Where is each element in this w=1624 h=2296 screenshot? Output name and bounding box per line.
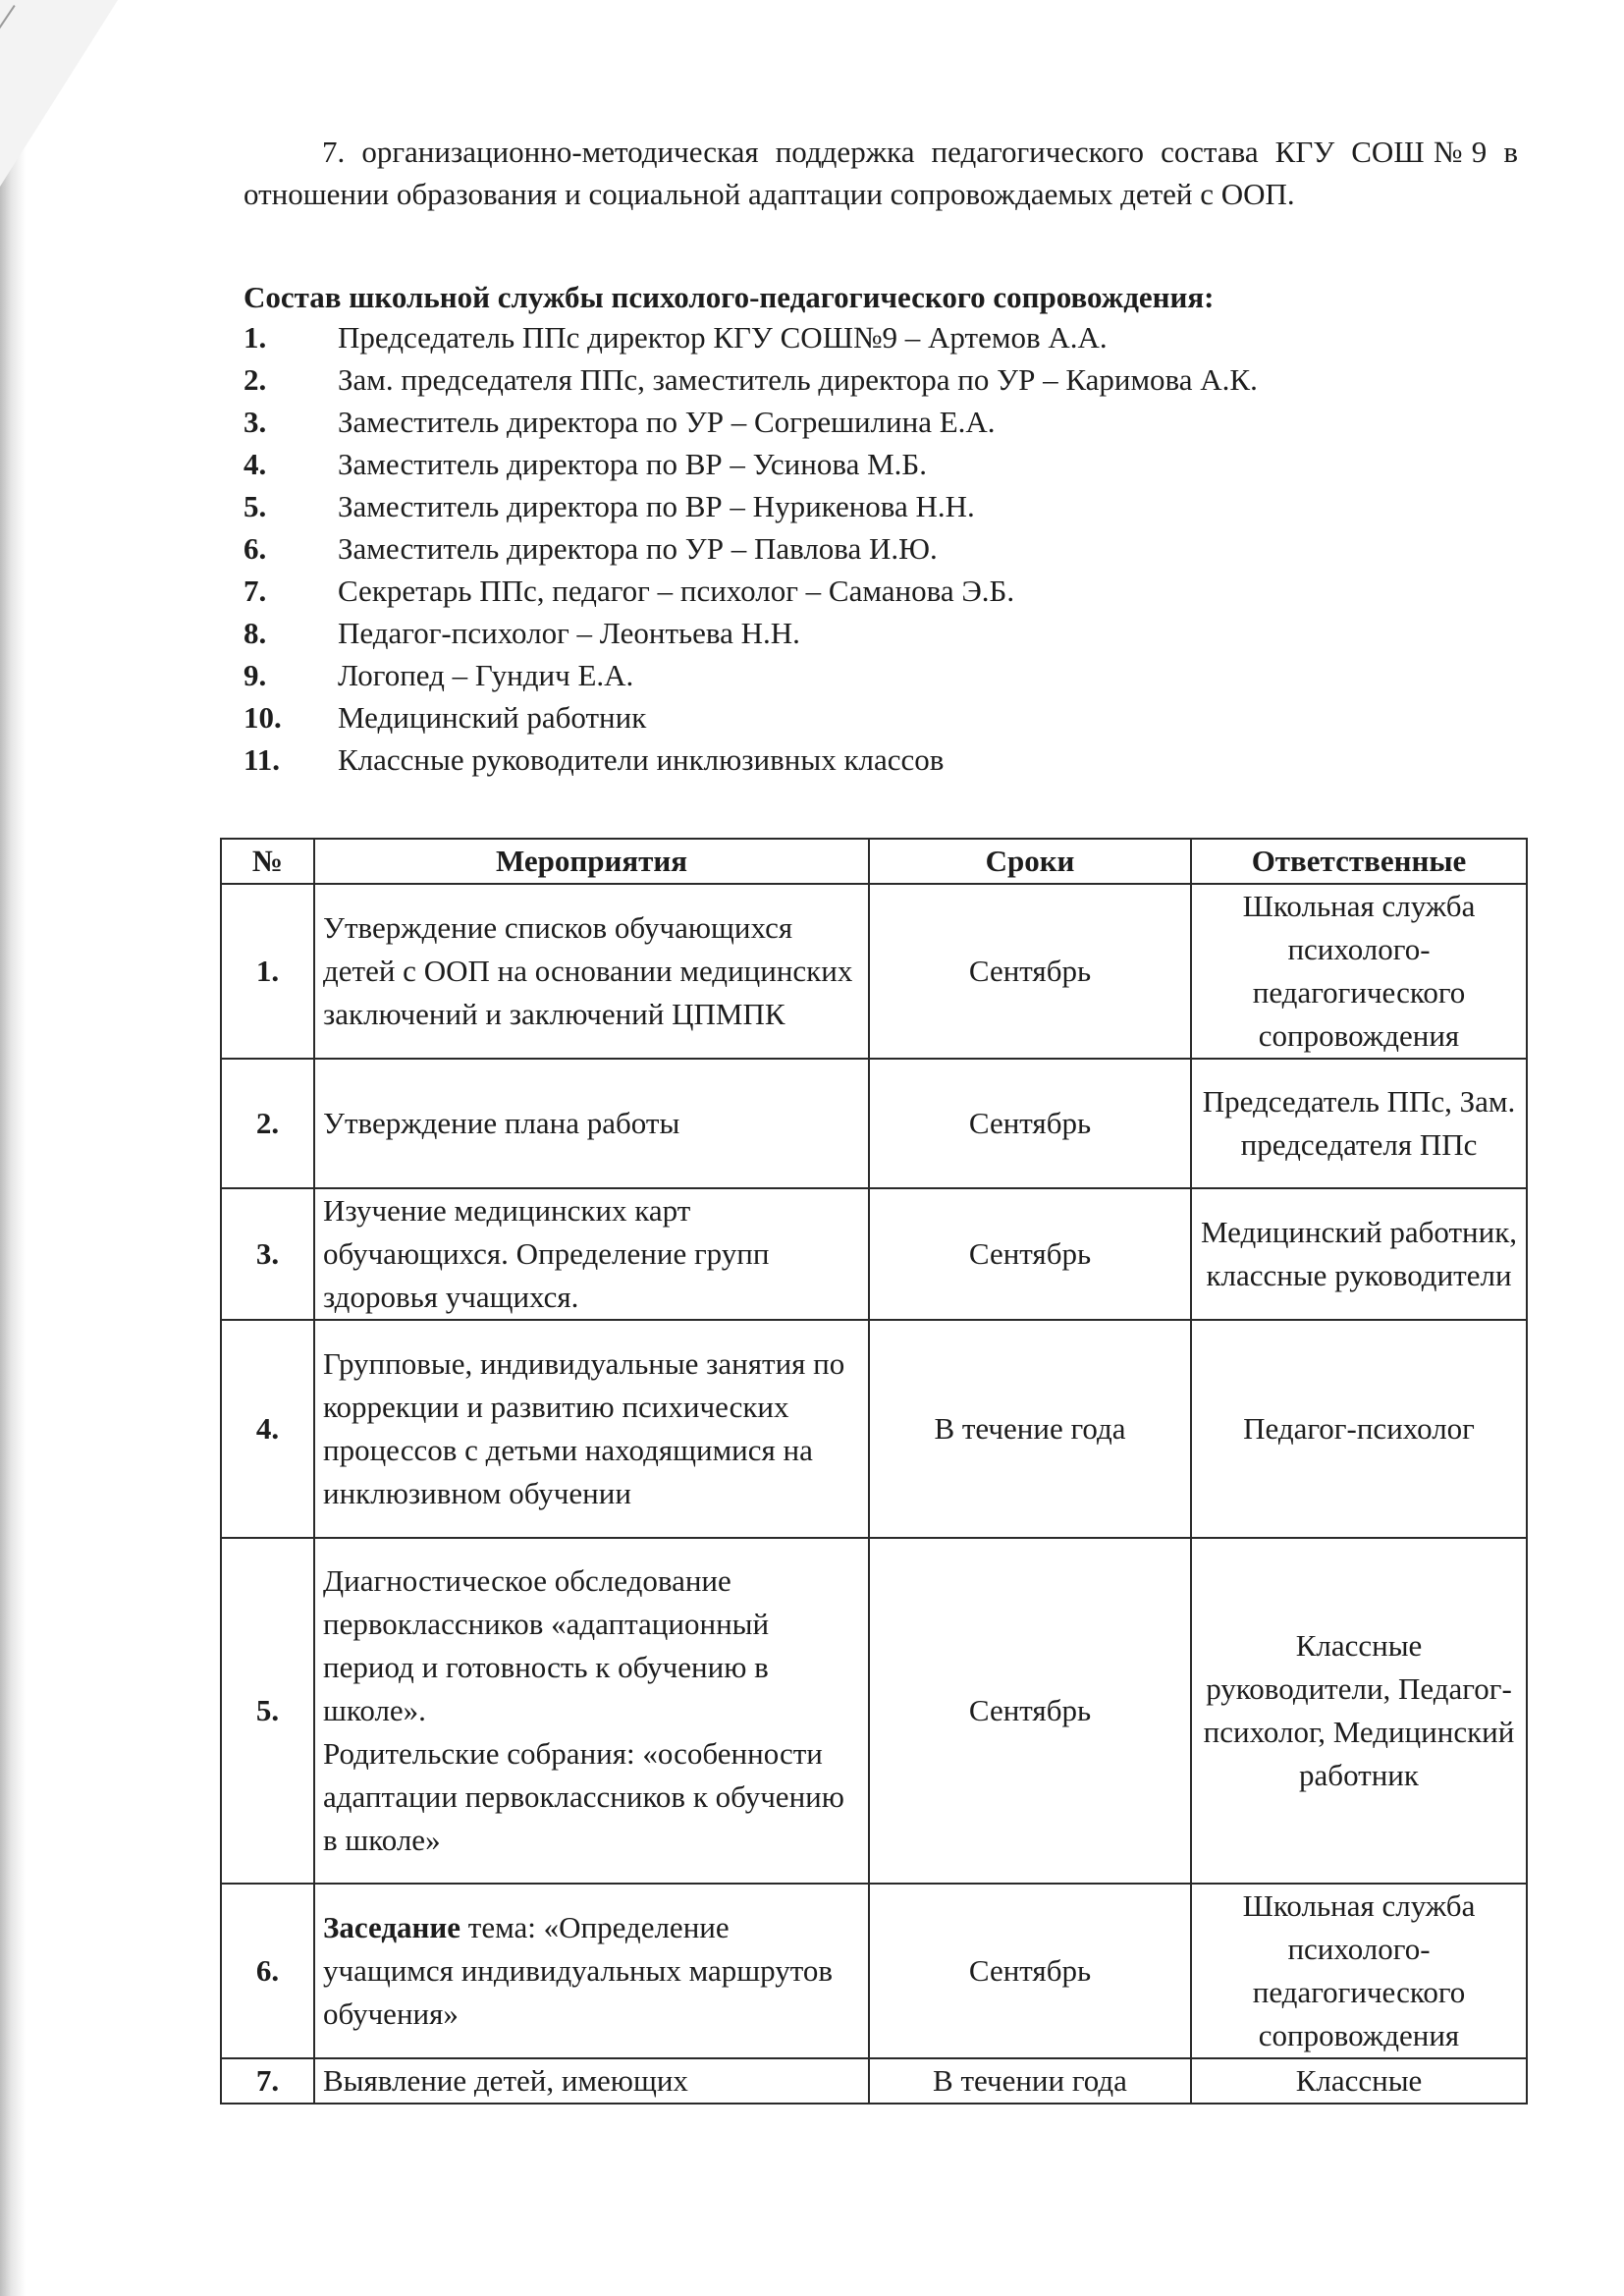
list-item (244, 485, 1518, 527)
row-responsible: Председатель ППс, Зам. председателя ППс (1191, 1059, 1527, 1188)
row-term: Сентябрь (869, 1188, 1191, 1320)
row-responsible: Классные руководители, Педагог-психолог, Медицинский работник (1191, 1538, 1527, 1884)
row-event: Утверждение списков обучающихся детей с ООП на основании медицинских заключений и заключений ЦПМПК (314, 884, 869, 1059)
list-item-number: 5. (244, 488, 267, 523)
row-event: Выявление детей, имеющих (314, 2058, 869, 2104)
row-responsible: Педагог-психолог (1191, 1320, 1527, 1538)
row-term: Сентябрь (869, 1884, 1191, 2058)
table-row (221, 1884, 1527, 2058)
table-row (221, 1320, 1527, 1538)
list-item-number: 11. (244, 741, 281, 777)
list-item (244, 316, 1518, 358)
list-item-text: Логопед – Гундич Е.А. (338, 657, 634, 692)
list-item-number: 3. (244, 404, 267, 439)
list-item (244, 738, 1518, 781)
list-item (244, 401, 1518, 443)
row-term: Сентябрь (869, 884, 1191, 1059)
list-item-text: Заместитель директора по УР – Павлова И.Ю. (338, 530, 938, 566)
list-item (244, 696, 1518, 738)
row-term: Сентябрь (869, 1059, 1191, 1188)
scan-corner-fold (0, 0, 118, 187)
list-item-number: 4. (244, 446, 267, 481)
table-row (221, 2058, 1527, 2104)
list-item-number: 1. (244, 319, 267, 355)
scan-page-edge (0, 0, 26, 2296)
activity-plan-table (220, 838, 1528, 2105)
member-list (244, 316, 1518, 781)
list-item-text: Зам. председателя ППс, заместитель директора по УР – Каримова А.К. (338, 361, 1258, 397)
row-number: 6. (221, 1884, 314, 2058)
row-term: Сентябрь (869, 1538, 1191, 1884)
list-item (244, 527, 1518, 570)
row-event-diagnostics: Диагностическое обследование первоклассников «адаптационный период и готовность к обучению в школе». (323, 1563, 770, 1727)
row-event: Утверждение плана работы (314, 1059, 869, 1188)
list-item-text: Классные руководители инклюзивных классов (338, 741, 945, 777)
list-item-number: 6. (244, 530, 267, 566)
list-item (244, 443, 1518, 485)
list-item (244, 654, 1518, 696)
intro-text: организационно-методическая поддержка педагогического состава КГУ СОШ№9 в отношении образования и социальной адаптации сопровождаемых детей с ООП. (244, 135, 1518, 211)
table-row (221, 884, 1527, 1059)
row-number: 4. (221, 1320, 314, 1538)
row-event: Групповые, индивидуальные занятия по коррекции и развитию психических процессов с детьми находящимися на инклюзивном обучении (314, 1320, 869, 1538)
header-terms: Сроки (869, 839, 1191, 884)
row-event (314, 1538, 869, 1884)
row-responsible: Школьная служба психолого-педагогического сопровождения (1191, 1884, 1527, 2058)
row-number: 1. (221, 884, 314, 1059)
list-item-number: 2. (244, 361, 267, 397)
row-term: В течение года (869, 1320, 1191, 1538)
row-event-bold: Заседание (323, 1910, 461, 1944)
header-number: № (221, 839, 314, 884)
list-item-text: Заместитель директора по ВР – Усинова М.Б. (338, 446, 927, 481)
header-responsible: Ответственные (1191, 839, 1527, 884)
list-item-text: Медицинский работник (338, 699, 647, 735)
row-number: 3. (221, 1188, 314, 1320)
row-event (314, 1884, 869, 2058)
table-row (221, 1059, 1527, 1188)
list-item (244, 358, 1518, 401)
intro-number: 7. (322, 135, 346, 169)
row-event-rest: тема: «Определение учащимся индивидуальных маршрутов обучения» (323, 1910, 834, 2031)
table-row (221, 1538, 1527, 1884)
list-item-text: Секретарь ППс, педагог – психолог – Саманова Э.Б. (338, 573, 1015, 608)
row-number: 7. (221, 2058, 314, 2104)
table-row (221, 1188, 1527, 1320)
row-term: В течении года (869, 2058, 1191, 2104)
row-event: Изучение медицинских карт обучающихся. Определение групп здоровья учащихся. (314, 1188, 869, 1320)
row-event-parent-meetings: Родительские собрания: «особенности адаптации первоклассников к обучению в школе» (323, 1736, 844, 1857)
row-responsible: Медицинский работник, классные руководители (1191, 1188, 1527, 1320)
list-item-text: Председатель ППс директор КГУ СОШ№9 – Артемов А.А. (338, 319, 1108, 355)
row-number: 2. (221, 1059, 314, 1188)
row-responsible: Школьная служба психолого-педагогического сопровождения (1191, 884, 1527, 1059)
row-responsible: Классные (1191, 2058, 1527, 2104)
list-item (244, 612, 1518, 654)
intro-paragraph (244, 131, 1518, 215)
list-item (244, 570, 1518, 612)
list-item-text: Заместитель директора по ВР – Нурикенова Н.Н. (338, 488, 975, 523)
row-number: 5. (221, 1538, 314, 1884)
list-item-number: 7. (244, 573, 267, 608)
table-header-row (221, 839, 1527, 884)
list-item-number: 8. (244, 615, 267, 650)
section-title: Состав школьной службы психолого-педагогического сопровождения: (244, 280, 1215, 314)
list-item-text: Педагог-психолог – Леонтьева Н.Н. (338, 615, 800, 650)
list-item-text: Заместитель директора по УР – Согрешилина Е.А. (338, 404, 996, 439)
list-item-number: 10. (244, 699, 282, 735)
list-item-number: 9. (244, 657, 267, 692)
header-events: Мероприятия (314, 839, 869, 884)
